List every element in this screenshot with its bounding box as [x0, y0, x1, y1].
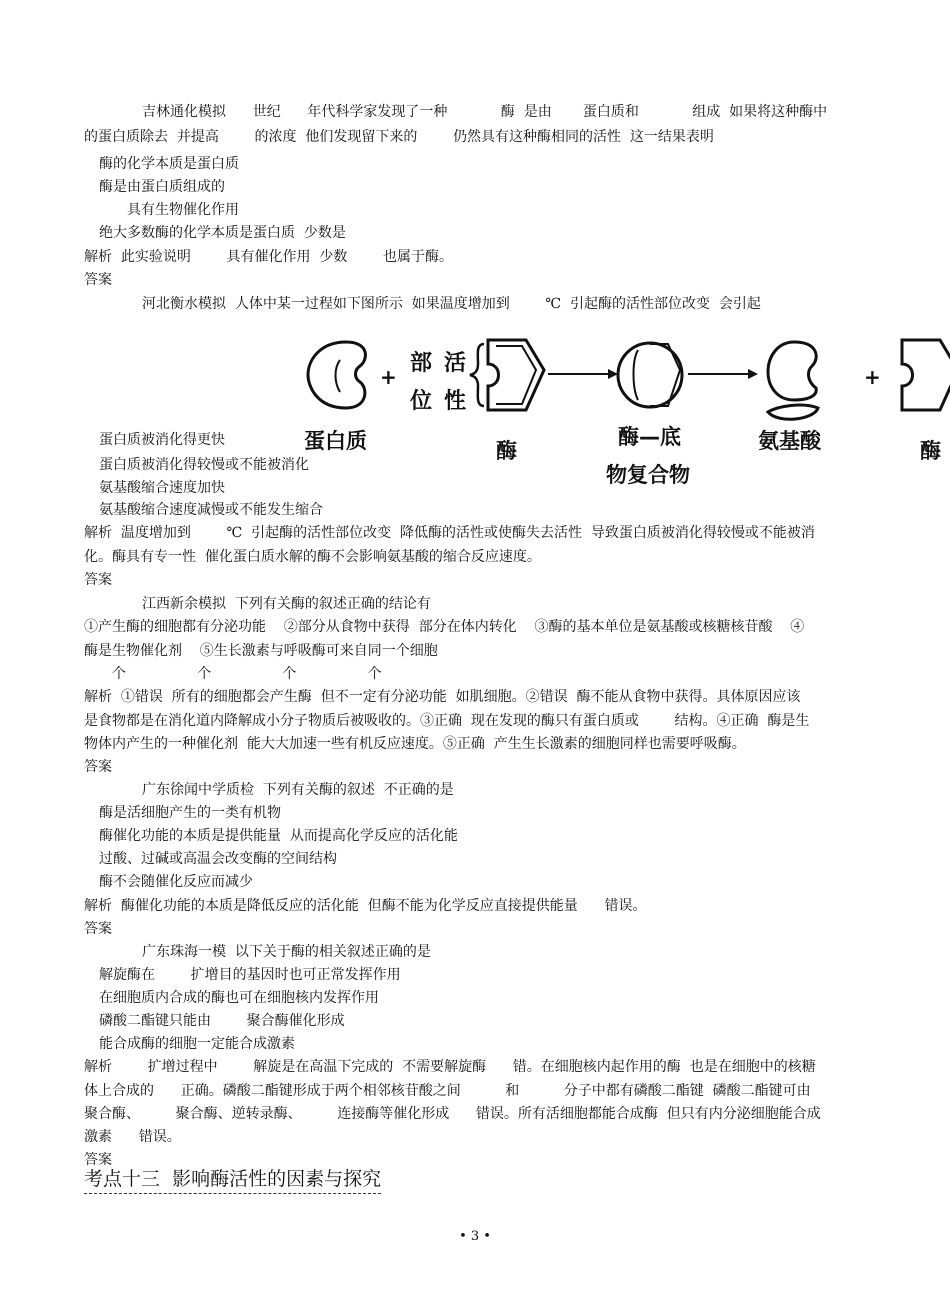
q5-answer: 答案: [84, 1152, 112, 1168]
q1-option-c: 具有生物催化作用: [127, 202, 239, 218]
q2-option-c: 氨基酸缩合速度加快: [99, 480, 225, 496]
q5-option-d: 能合成酶的细胞一定能合成激素: [99, 1036, 295, 1052]
brace-icon: [470, 344, 484, 406]
q3-analysis-line-1: 解析 ①错误 所有的细胞都会产生酶 但不一定有分泌功能 如肌细胞。②错误 酶不能从食物中获得。具体原因应该: [84, 689, 801, 705]
q3-statements-line-1: ①产生酶的细胞都有分泌功能 ②部分从食物中获得 部分在体内转化 ③酶的基本单位是氨基酸或核糖核苷酸 ④: [84, 619, 805, 635]
q1-option-d: 绝大多数酶的化学本质是蛋白质 少数是: [99, 225, 346, 241]
q4-analysis: 解析 酶催化功能的本质是降低反应的活化能 但酶不能为化学反应直接提供能量 错误。: [84, 898, 647, 914]
arrow-2-head: [748, 369, 758, 379]
label-complex-line-2: 物复合物: [606, 463, 690, 487]
label-enzyme-2: 酶: [920, 439, 941, 463]
label-complex-line-1: 酶—底: [618, 425, 681, 449]
q2-option-b: 蛋白质被消化得较慢或不能被消化: [99, 457, 309, 473]
q3-answer: 答案: [84, 759, 112, 775]
q4-option-a: 酶是活细胞产生的一类有机物: [99, 805, 281, 821]
label-protein: 蛋白质: [304, 429, 367, 453]
section-title: 考点十三 影响酶活性的因素与探究: [84, 1166, 381, 1194]
q2-answer: 答案: [84, 572, 112, 588]
q5-analysis-line-3: 聚合酶、 聚合酶、逆转录酶、 连接酶等催化形成 错误。所有活细胞都能合成酶 但只有内分泌细胞能合成: [84, 1106, 821, 1122]
q2-analysis-line-2: 化。酶具有专一性 催化蛋白质水解的酶不会影响氨基酸的缩合反应速度。: [84, 549, 541, 565]
q4-option-d: 酶不会随催化反应而减少: [99, 874, 253, 890]
q5-analysis-line-1: 解析 扩增过程中 解旋是在高温下完成的 不需要解旋酶 错。在细胞核内起作用的酶 也是在细胞中的核糖: [84, 1059, 816, 1075]
q5-stem: 广东珠海一模 以下关于酶的相关叙述正确的是: [142, 944, 431, 960]
page-number: • 3 •: [459, 1229, 491, 1244]
amino-acid-shape: [768, 342, 818, 419]
enzyme-reaction-diagram: [298, 330, 950, 495]
plus-sign-1: +: [380, 365, 397, 389]
active-site-char-3: 位: [410, 389, 433, 414]
q2-stem: 河北衡水模拟 人体中某一过程如下图所示 如果温度增加到 ℃ 引起酶的活性部位改变 会引起: [142, 296, 761, 312]
label-enzyme: 酶: [496, 439, 517, 463]
active-site-char-1: 部: [410, 351, 433, 376]
q5-analysis-line-4: 激素 错误。: [84, 1129, 181, 1145]
q5-option-a: 解旋酶在 扩增目的基因时也可正常发挥作用: [99, 967, 401, 983]
q1-option-a: 酶的化学本质是蛋白质: [99, 156, 239, 172]
q5-option-b: 在细胞质内合成的酶也可在细胞核内发挥作用: [99, 990, 379, 1006]
q3-options: 个 个 个 个: [112, 666, 382, 682]
label-amino-acid: 氨基酸: [758, 429, 821, 453]
q5-option-c: 磷酸二酯键只能由 聚合酶催化形成: [99, 1013, 345, 1029]
q4-answer: 答案: [84, 921, 112, 937]
enzyme-shape: [488, 340, 544, 410]
plus-sign-2: +: [864, 365, 881, 389]
arrow-1-head: [608, 369, 618, 379]
q3-analysis-line-3: 物体内产生的一种催化剂 能大大加速一些有机反应速度。⑤正确 产生生长激素的细胞同样也需要呼吸酶。: [84, 736, 746, 752]
q5-analysis-line-2: 体上合成的 正确。磷酸二酯键形成于两个相邻核苷酸之间 和 分子中都有磷酸二酯键 磷酸二酯键可由: [84, 1083, 811, 1099]
q3-stem: 江西新余模拟 下列有关酶的叙述正确的结论有: [142, 596, 431, 612]
q1-stem-line-1: 吉林通化模拟 世纪 年代科学家发现了一种 酶 是由 蛋白质和 组成 如果将这种酶中: [142, 104, 828, 120]
q2-option-d: 氨基酸缩合速度减慢或不能发生缩合: [99, 502, 323, 518]
q1-answer: 答案: [84, 272, 112, 288]
q2-option-a: 蛋白质被消化得更快: [99, 432, 225, 448]
enzyme-substrate-complex-shape: [618, 343, 682, 407]
active-site-char-4: 性: [444, 389, 467, 414]
q2-analysis-line-1: 解析 温度增加到 ℃ 引起酶的活性部位改变 降低酶的活性或使酶失去活性 导致蛋白质被消化得较慢或不能被消: [84, 525, 815, 541]
q3-analysis-line-2: 是食物都是在消化道内降解成小分子物质后被吸收的。③正确 现在发现的酶只有蛋白质或 结构。④正确 酶是生: [84, 713, 810, 729]
q3-statements-line-2: 酶是生物催化剂 ⑤生长激素与呼吸酶可来自同一个细胞: [84, 643, 438, 659]
q4-option-c: 过酸、过碱或高温会改变酶的空间结构: [99, 851, 337, 867]
q1-analysis: 解析 此实验说明 具有催化作用 少数 也属于酶。: [84, 249, 454, 265]
active-site-char-2: 活: [444, 351, 467, 376]
released-enzyme-shape: [902, 340, 950, 410]
q4-stem: 广东徐闻中学质检 下列有关酶的叙述 不正确的是: [142, 782, 454, 798]
q4-option-b: 酶催化功能的本质是提供能量 从而提高化学反应的活化能: [99, 828, 458, 844]
q1-stem-line-2: 的蛋白质除去 并提高 的浓度 他们发现留下来的 仍然具有这种酶相同的活性 这一结果表明: [84, 129, 714, 145]
protein-shape: [308, 342, 365, 408]
q1-option-b: 酶是由蛋白质组成的: [99, 179, 225, 195]
